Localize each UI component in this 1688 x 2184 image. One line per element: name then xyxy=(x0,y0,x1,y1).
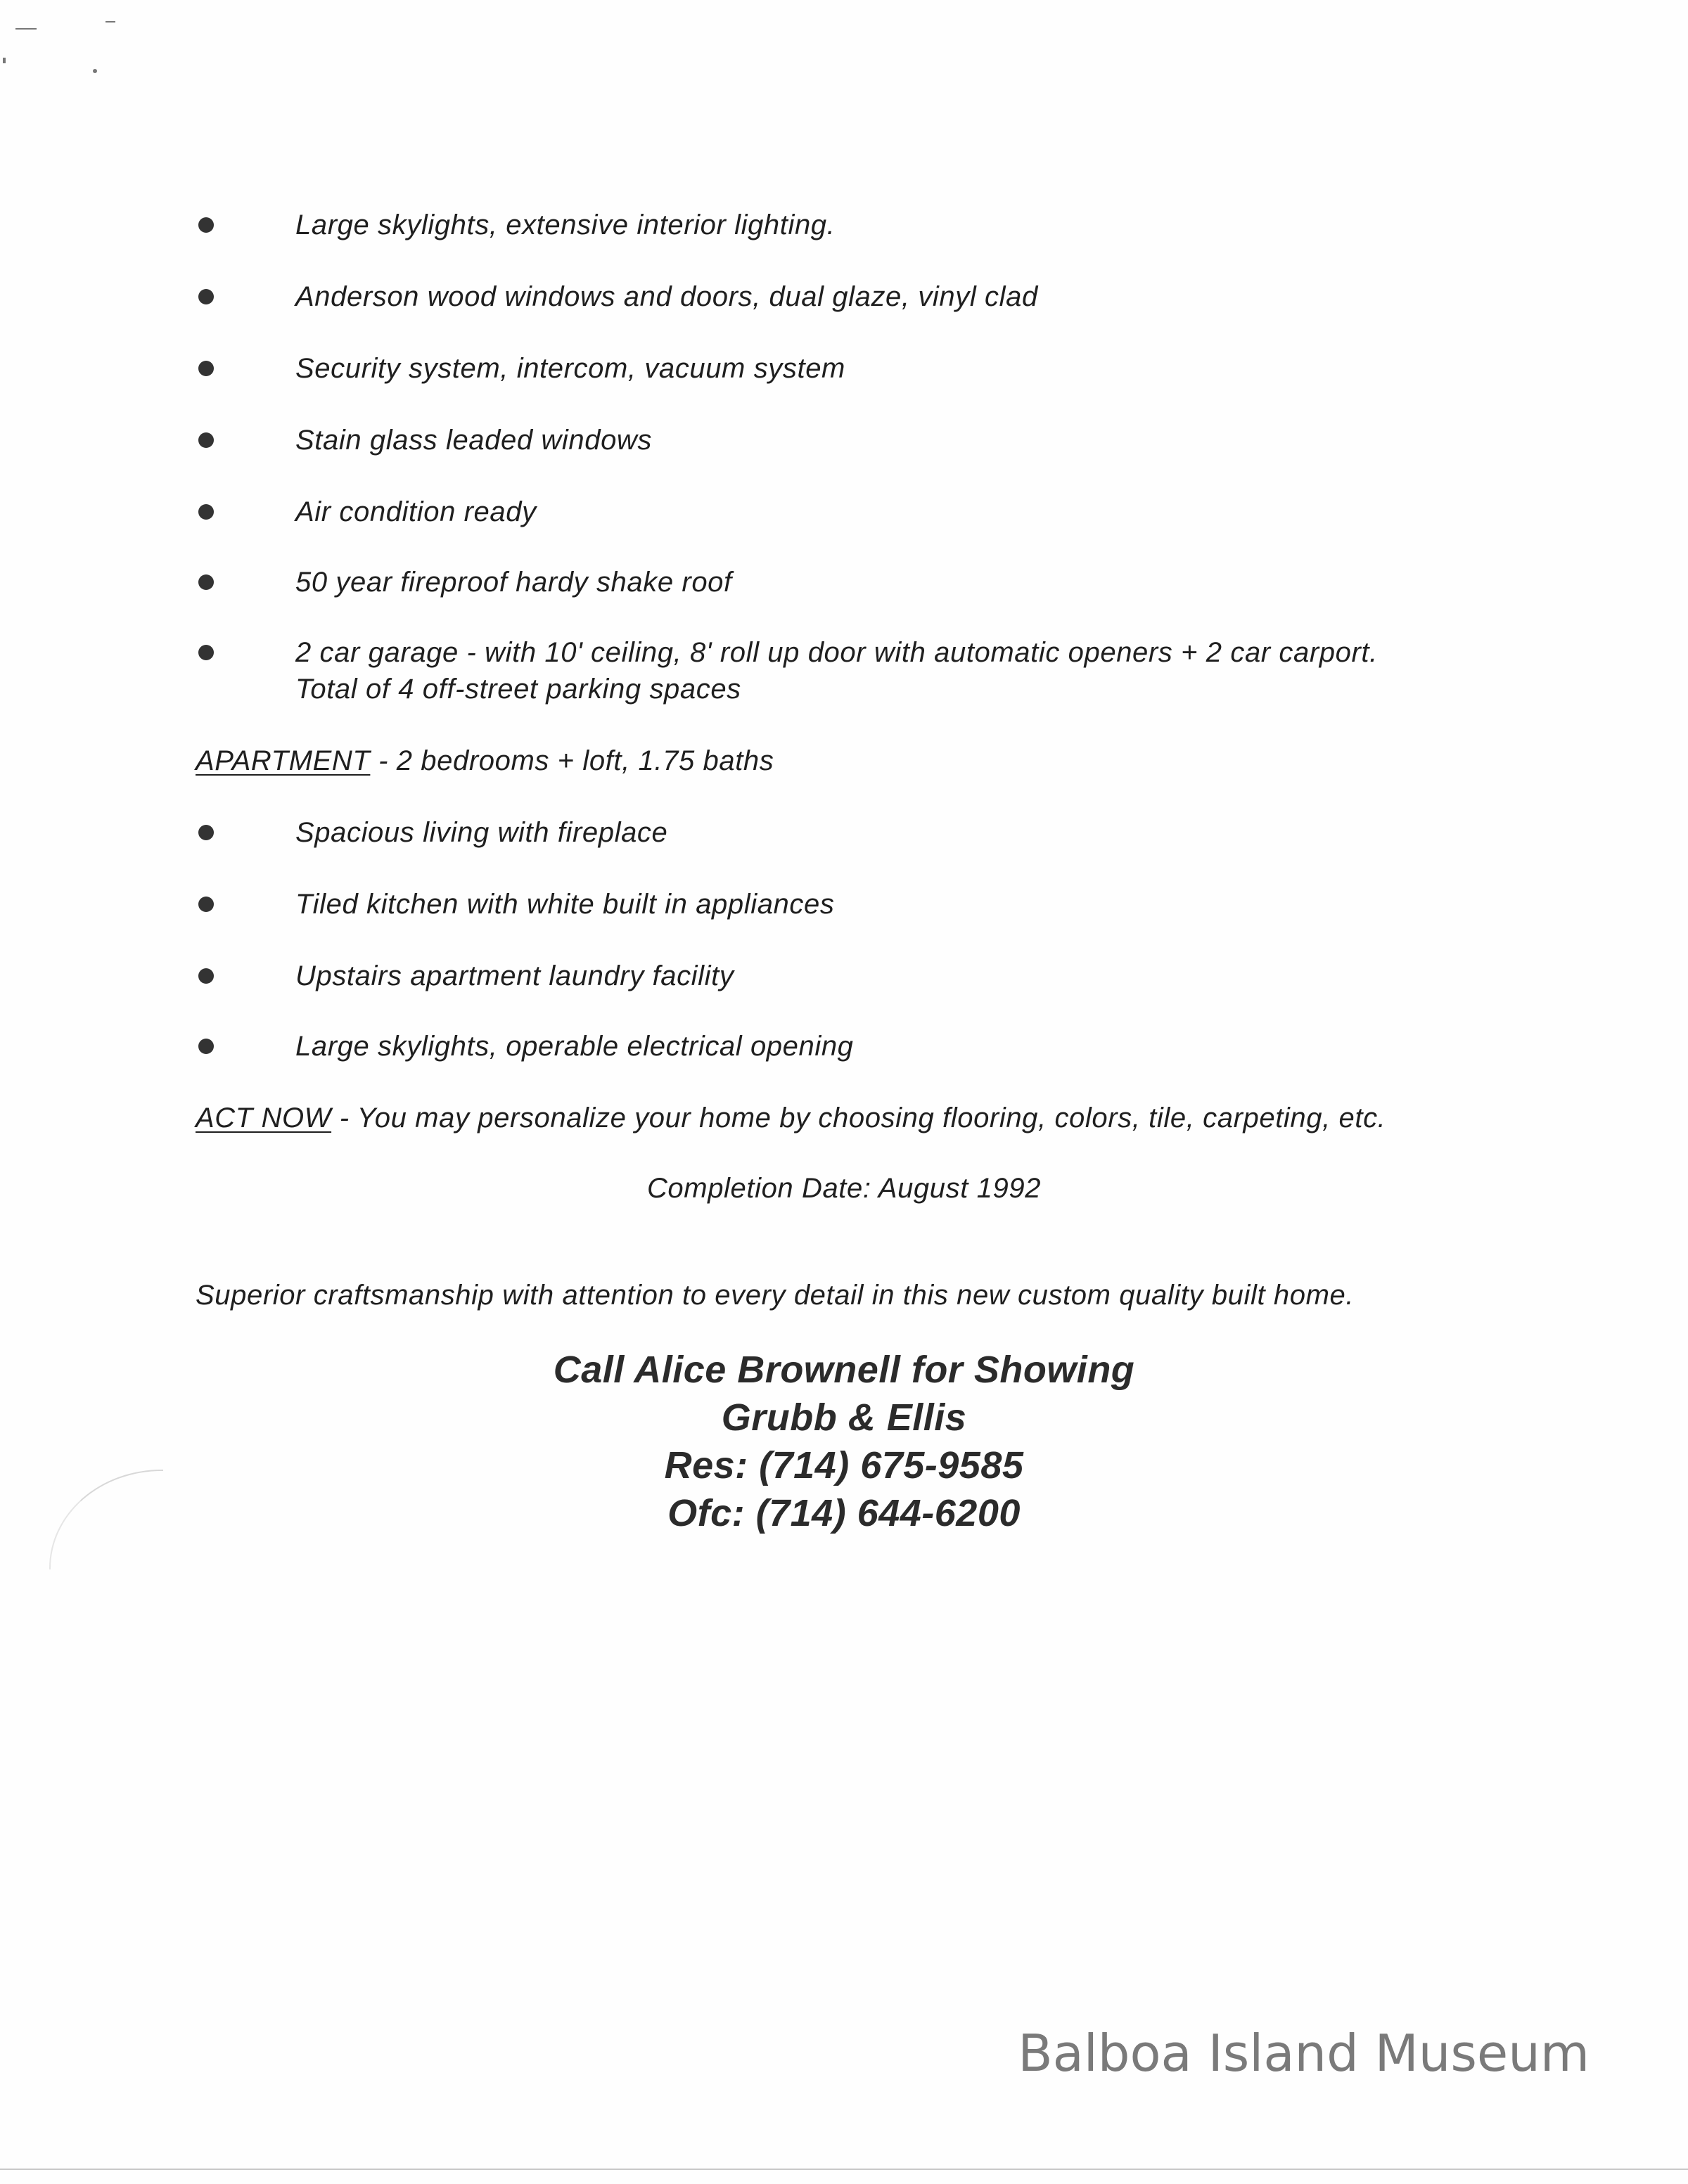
museum-watermark: Balboa Island Museum xyxy=(1018,2024,1590,2083)
bullet-icon xyxy=(198,217,214,233)
garage-line-1: 2 car garage - with 10' ceiling, 8' roll up door with automatic openers + 2 car carport. xyxy=(295,637,1378,668)
feature-text: Security system, intercom, vacuum system xyxy=(295,353,845,384)
apartment-item-text: Upstairs apartment laundry facility xyxy=(295,961,734,991)
bullet-icon xyxy=(198,825,214,840)
page-bottom-edge xyxy=(0,2169,1688,2170)
contact-call-line: Call Alice Brownell for Showing xyxy=(553,1349,1135,1391)
bullet-icon xyxy=(198,504,214,520)
completion-date: Completion Date: August 1992 xyxy=(646,1173,1042,1204)
scan-speck xyxy=(3,58,6,63)
garage-line-2: Total of 4 off-street parking spaces xyxy=(295,674,741,705)
bullet-icon xyxy=(198,574,214,590)
feature-text: Anderson wood windows and doors, dual glaze, vinyl clad xyxy=(295,281,1038,312)
apartment-heading-text xyxy=(196,743,774,779)
bullet-icon xyxy=(198,289,214,304)
contact-office-phone: Ofc: (714) 644-6200 xyxy=(667,1492,1021,1534)
bullet-icon xyxy=(198,897,214,912)
bullet-icon xyxy=(198,1039,214,1054)
feature-text: 50 year fireproof hardy shake roof xyxy=(295,567,732,598)
bullet-icon xyxy=(198,968,214,984)
feature-text: Air condition ready xyxy=(295,496,537,527)
act-now-description: - You may personalize your home by choosing flooring, colors, tile, carpeting, etc. xyxy=(331,1103,1386,1133)
apartment-label: APARTMENT xyxy=(196,745,371,776)
contact-residence-phone: Res: (714) 675-9585 xyxy=(664,1444,1024,1486)
apartment-item-text: Spacious living with fireplace xyxy=(295,817,668,848)
bullet-icon xyxy=(198,432,214,448)
scan-speck xyxy=(106,21,115,23)
act-now-text xyxy=(196,1100,1386,1136)
apartment-item-text: Large skylights, operable electrical opening xyxy=(295,1031,854,1062)
bullet-icon xyxy=(198,645,214,660)
apartment-description: - 2 bedrooms + loft, 1.75 baths xyxy=(370,745,774,776)
feature-text: Stain glass leaded windows xyxy=(295,425,653,456)
contact-company: Grubb & Ellis xyxy=(721,1396,967,1439)
feature-text: Large skylights, extensive interior lighting. xyxy=(295,210,836,240)
scan-speck xyxy=(15,28,37,30)
bullet-icon xyxy=(198,361,214,376)
apartment-item-text: Tiled kitchen with white built in appliances xyxy=(295,889,835,920)
craftsmanship-text: Superior craftsmanship with attention to every detail in this new custom quality built home. xyxy=(196,1280,1355,1311)
act-now-label: ACT NOW xyxy=(196,1103,332,1133)
scan-speck xyxy=(93,69,97,73)
